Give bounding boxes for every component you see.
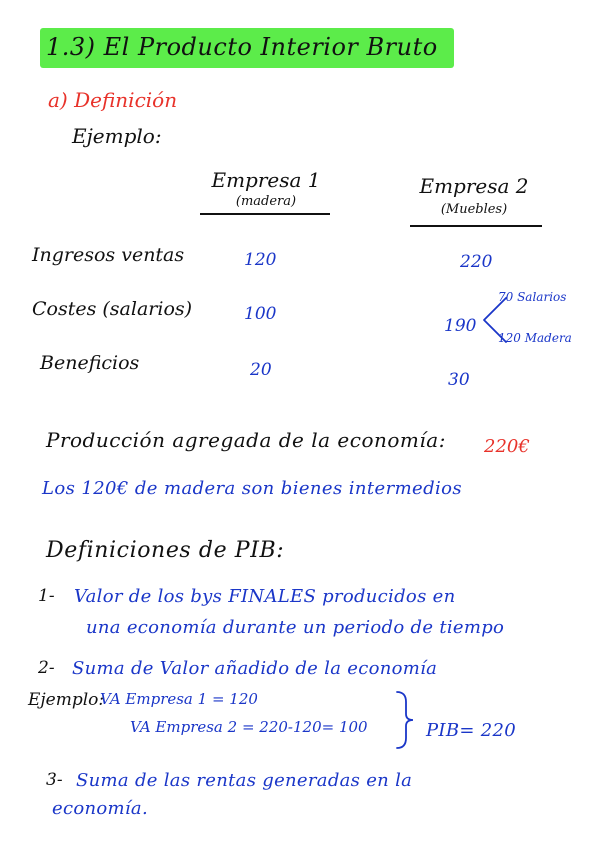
company2-sector: (Muebles) <box>440 202 508 217</box>
row-label-costes: Costes (salarios) <box>32 298 193 320</box>
cost-breakdown-salarios: 70 Salarios <box>498 290 567 304</box>
row-value-beneficios-c1: 20 <box>250 360 272 380</box>
pib-example-result: PIB= 220 <box>426 720 517 741</box>
definition-3-line1: Suma de las rentas generadas en la <box>76 770 413 791</box>
definition-2-line1: Suma de Valor añadido de la economía <box>72 658 438 679</box>
aggregate-label: Producción agregada de la economía: <box>46 428 446 452</box>
pib-example-brace <box>394 690 416 750</box>
page-title: 1.3) El Producto Interior Bruto <box>46 33 438 61</box>
definition-1-line2: una economía durante un periodo de tiempo <box>86 617 505 638</box>
definition-1-line1: Valor de los bys FINALES producidos en <box>74 586 456 607</box>
definition-3-line2: economía. <box>52 798 148 819</box>
example-label: Ejemplo: <box>72 124 162 148</box>
intermediate-goods-note: Los 120€ de madera son bienes intermedios <box>42 478 463 499</box>
row-value-costes-c1: 100 <box>244 304 277 324</box>
pib-example-va2: VA Empresa 2 = 220-120= 100 <box>130 718 368 736</box>
company1-underline <box>200 213 330 215</box>
section-heading: a) Definición <box>48 88 178 112</box>
company2-underline <box>410 225 542 227</box>
row-value-costes-c2: 190 <box>444 316 477 336</box>
pib-example-va1: VA Empresa 1 = 120 <box>100 690 258 708</box>
row-label-ingresos: Ingresos ventas <box>32 244 185 266</box>
row-value-ingresos-c2: 220 <box>460 252 493 272</box>
company1-name: Empresa 1 <box>211 168 321 192</box>
cost-breakdown-madera: 120 Madera <box>498 331 572 345</box>
definition-1-number: 1- <box>38 586 55 606</box>
row-value-beneficios-c2: 30 <box>448 370 470 390</box>
company1-sector: (madera) <box>235 194 297 209</box>
definition-2-number: 2- <box>38 658 55 678</box>
definition-3-number: 3- <box>46 770 63 790</box>
company2-name: Empresa 2 <box>419 174 529 198</box>
pib-definitions-title: Definiciones de PIB: <box>46 538 285 563</box>
pib-example-label: Ejemplo: <box>28 690 105 710</box>
row-value-ingresos-c1: 120 <box>244 250 277 270</box>
row-label-beneficios: Beneficios <box>40 352 140 374</box>
aggregate-value: 220€ <box>484 436 530 457</box>
